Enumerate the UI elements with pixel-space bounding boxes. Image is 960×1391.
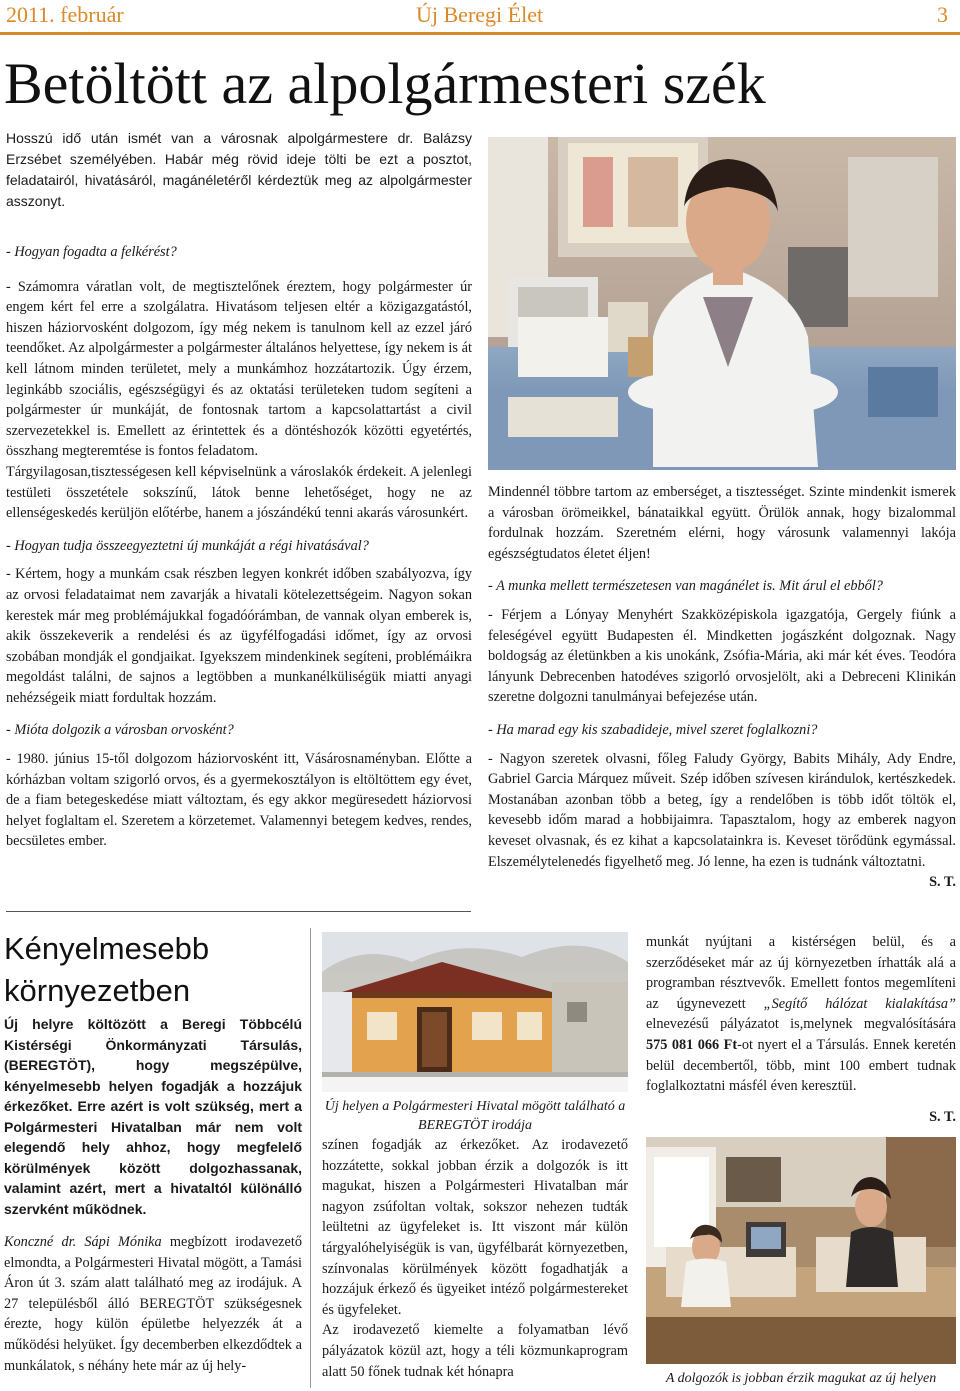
question-1: - Hogyan fogadta a felkérést? (6, 244, 177, 260)
answer-3: - 1980. június 15-től dolgozom háziorvosként itt, Vásárosnaményban. Előtte a kórházban voltam szigorló orvos, és a gyermekosztályon is eltöltöttem egy évet, de a fiam betegeskedése miatt változtam, és egy akkor megüresedett háziorvosi helyet foglaltam el. Szeretem a körzetemet. Valamennyi betegem kedves, rendes, becsületes ember. (6, 751, 472, 850)
article2-col1-paragraph (4, 1232, 302, 1376)
article2-column-1 (4, 1232, 302, 1376)
article2-column-2 (322, 1135, 628, 1382)
article2-signature: S. T. (929, 1108, 956, 1125)
article2-title: Kényelmesebb környezetben (4, 931, 210, 1008)
article-signature: S. T. (929, 874, 956, 891)
article-title: Betöltött az alpolgármesteri szék (4, 51, 766, 116)
question-4: - A munka mellett természetesen van magánélet is. Mit árul el ebből? (488, 578, 883, 595)
article2-col2-paragraph-1: színen fogadják az érkezőket. Az irodavezető hozzátette, sokkal jobban érzik a dolgozók is itt magukat, hiszen a Polgármesteri Hivatalban már nagyon zsúfoltan voltak, sokszor nehezen tudták leültetni az ügyfeleket is. Itt viszont már külön tárgyalóhelyiségük is van, ügyfélbarát környezetben, színvonalas körülmények között fogadhatják a hozzájuk érkező és ügyeiket intéző polgármestereket és ügyfeleket. (322, 1137, 628, 1318)
answer-4: - Férjem a Lónyay Menyhért Szakközépiskola igazgatója, Gergely fiúnk a feleségével együtt Budapesten él. Mindketten jogászként dolgoznak. Nagy boldogság az életünkben a kis unokánk, Zsófia-Mária, aki már két éves. Teodóra lányunk Debrecenben hatodéves szigorló orvosjelölt, aki a Debreceni Klinikán szeretne dolgozni tanulmányai befejezése után. (488, 606, 956, 706)
article2-col3-text-a: munkát nyújtani a kistérségen belül, és a szerződéseket már az új környezetben írhatták alá a programban résztvevők. Emellett fontos megemlíteni az úgynevezett (646, 934, 956, 1012)
article2-col3-text-c: -ot nyert el a Társulás. Ennek keretén belül decembertől, több, mint 100 embert tudnak foglalkoztatni másfél éven keresztül. (646, 1036, 956, 1095)
building-photo (322, 932, 628, 1092)
project-name: „Segítő hálózat kialakítása” (763, 995, 956, 1012)
article2-column-3 (646, 932, 956, 1127)
portrait-photo (488, 137, 956, 470)
article-lead: Hosszú idő után ismét van a városnak alpolgármestere dr. Balázsy Erzsébet személyében. Habár még rövid ideje tölti be ezt a posztot, feladatairól, hivatásáról, magánéletéről kérdeztük meg az alpolgármester asszonyt. (6, 130, 472, 209)
right-column-paragraph: Mindennél többre tartom az emberséget, a tisztességet. Szinte mindenkit ismerek a városban örömeikkel, bánataikkal együtt. Örülök annak, hogy bizalommal fordulnak hozzám. Szeretném elérni, hogy városunk valamennyi lakója egészségtudatos életet éljen! (488, 484, 956, 562)
header-rule (0, 32, 960, 35)
building-photo-caption: Új helyen a Polgármesteri Hivatal mögött található a BEREGTÖT irodája (324, 1099, 626, 1133)
issue-date: 2011. február (6, 2, 124, 27)
page-header (0, 0, 960, 40)
office-photo (646, 1137, 956, 1364)
column-divider (310, 928, 311, 1388)
publication-name: Új Beregi Élet (416, 2, 544, 27)
office-photo-image (646, 1137, 956, 1364)
article2-col3-text-b: elnevezésű pályázatot is,melynek megvalósítására (646, 1016, 956, 1033)
page-number: 3 (937, 2, 948, 27)
answer-1-part-1: - Számomra váratlan volt, de megtisztelőnek éreztem, hogy polgármester úr engem kért fel erre a szolgálatra. Hivatásom teljesen eltér a közigazgatástól, hiszen háziorvosként dolgozom, így még nekem is tanulnom kell az ezzel járó teendőket. Az alpolgármester a polgármester általános helyettese, így nekem is át kell látnom minden területet, mely a munkámhoz hozzátartozik. Úgy érzem, leginkább szociális, egészségügyi és az oktatási területeken tudom segíteni a polgármester úr munkáját, de fontosnak tartom a kapcsolattartást a civil szervezetekkel is. Emellett az érintettek és a döntéshozók közötti egyetértés, összhang megteremtése is fontos feladatom. (6, 278, 472, 460)
article2-lead: Új helyre költözött a Beregi Többcélú Kistérségi Önkormányzati Társulás, (BEREGTÖT), hogy megszépülve, kényelmesebb helyen fogadják a hozzájuk érkezőket. Erre azért is volt szükség, mert a Polgármesteri Hivatalban már nem volt elegendő hely ahhoz, hogy megfelelő körülmények között dolgozhassanak, valamint azért, mert a hivataltól különálló szervként működnek. (4, 1016, 302, 1217)
answer-2: - Kértem, hogy a munkám csak részben legyen konkrét időben szabályozva, így az orvosi feladataimat nem zavarják a hivatali kötelezettségeim. Nagyon sokan kerestek már meg problémájukkal fogadóórámban, de vannak olyan emberek is, akik összekeverik a rendelési és az ügyfélfogadási időmet, így az orvosi szobában mondják el gondjaikat. Igyekszem mindenkinek segíteni, problémáikra megoldást találni, de sajnos a legtöbben a munkanélküliségük miatti anyagi nehézségeik miatt fordultak hozzám. (6, 566, 472, 706)
question-3: - Mióta dolgozik a városban orvosként? (6, 722, 234, 739)
office-photo-caption: A dolgozók is jobban érzik magukat az új helyen (665, 1371, 937, 1386)
building-photo-image (322, 932, 628, 1092)
article2-col2-paragraph-2: Az irodavezető kiemelte a folyamatban lévő pályázatok közül azt, hogy a téli közmunkaprogram alatt 50 főnek tudnak két hónapra (322, 1322, 628, 1380)
article2-col3-paragraph (646, 932, 956, 1097)
portrait-photo-image (488, 137, 956, 470)
interviewee-name: Konczné dr. Sápi Mónika (4, 1234, 162, 1250)
article-left-column (6, 128, 472, 852)
article2-col1-text: megbízott irodavezető elmondta, a Polgármesteri Hivatal mögött, a Tamási Áron út 3. szám alatt található meg az irodájuk. A 27 településből álló BEREGTÖT szükségesnek érezte, hogy külön épületbe helyezzék át a működési helyüket. Így decemberben elkezdődtek a munkálatok, s néhány hete már az új hely- (4, 1234, 302, 1374)
grant-amount: 575 081 066 Ft (646, 1036, 738, 1053)
article-right-column (488, 482, 956, 893)
question-2: - Hogyan tudja összeegyeztetni új munkáját a régi hivatásával? (6, 537, 369, 554)
answer-5: - Nagyon szeretek olvasni, főleg Faludy György, Babits Mihály, Ady Endre, Gabriel Garcia Márquez műveit. Szép időben szívesen kirándulok, kertészkedek. Mostanában azonban több a beteg, így a rendelőben is több időt töltök el, kevesebb időm marad a hobbijaimra. Tapasztalom, hogy az emberek nagyon keveset olvasnak, és ez kihat a kapcsolatainkra is. Keveset törődünk egymással. Elszemélytelenedés figyelhető meg. Jó lenne, ha ezen is tudnánk változtatni. (488, 750, 956, 870)
answer-1-part-2: Tárgyilagosan,tisztességesen kell képviselnünk a városlakók érdekeit. A jelenlegi testületi összetétele sokszínű, látok benne lehetőséget, hogy ne az ellenségeskedés kerüljön előtérbe, hanem a jószándékú tenni akarás városunkért. (6, 463, 472, 522)
question-5: - Ha marad egy kis szabadideje, mivel szeret foglalkozni? (488, 721, 818, 738)
section-divider (6, 911, 471, 912)
